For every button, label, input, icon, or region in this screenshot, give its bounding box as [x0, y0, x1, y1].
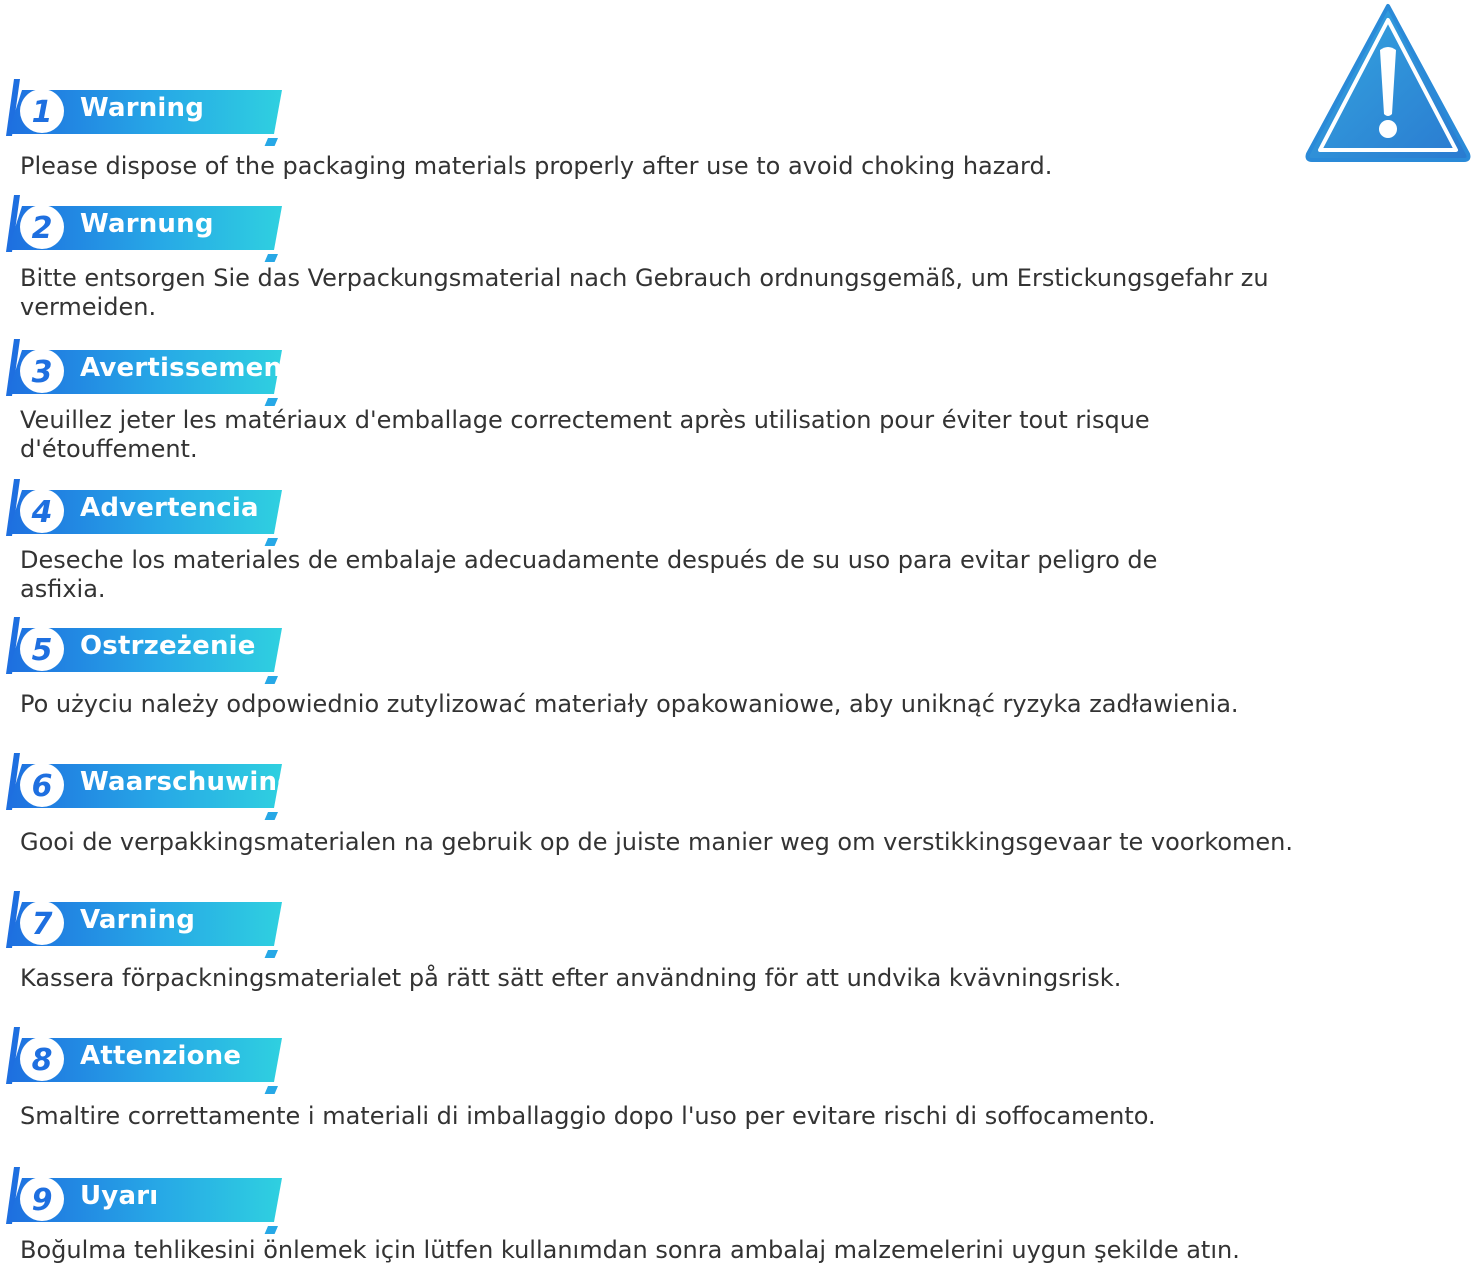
section-number: 8 — [31, 1043, 53, 1078]
warning-triangle-icon — [1304, 2, 1472, 164]
section-banner — [0, 76, 285, 146]
section-number: 9 — [31, 1183, 53, 1218]
section-text-line: Deseche los materiales de embalaje adecuadamente después de su uso para evitar peligro de — [20, 546, 1158, 574]
section-title: Warning — [80, 93, 205, 123]
section-text-line: Boğulma tehlikesini önlemek için lütfen kullanımdan sonra ambalaj malzemelerini uygun şekilde atın. — [20, 1236, 1240, 1264]
section-text-line: vermeiden. — [20, 293, 157, 321]
section-title: Avertissement — [80, 353, 295, 383]
section-number: 5 — [31, 633, 53, 668]
section-banner — [0, 888, 285, 958]
section-text-line: Po użyciu należy odpowiednio zutylizować materiały opakowaniowe, aby uniknąć ryzyka zadławienia. — [20, 690, 1239, 718]
section-number: 3 — [31, 355, 53, 390]
section-title: Ostrzeżenie — [80, 631, 256, 661]
section-banner — [0, 192, 285, 262]
section-banner — [0, 614, 285, 684]
section-banner — [0, 750, 297, 820]
section-text-line: asfixia. — [20, 575, 106, 603]
section-text-line: Gooi de verpakkingsmaterialen na gebruik op de juiste manier weg om verstikkingsgevaar te voorkomen. — [20, 828, 1294, 856]
section-number: 6 — [31, 769, 53, 804]
section-number: 2 — [31, 211, 53, 246]
section-text-line: Smaltire correttamente i materiali di imballaggio dopo l'uso per evitare rischi di soffocamento. — [20, 1102, 1156, 1130]
section-banner — [0, 1164, 285, 1234]
section-banner — [0, 336, 295, 406]
section-banner — [0, 1024, 285, 1094]
section-title: Advertencia — [80, 493, 259, 523]
section-text-line: d'étouffement. — [20, 435, 198, 463]
section-number: 1 — [31, 95, 53, 130]
section-title: Uyarı — [80, 1181, 159, 1211]
section-banner — [0, 476, 285, 546]
section-text-line: Bitte entsorgen Sie das Verpackungsmaterial nach Gebrauch ordnungsgemäß, um Erstickungsgefahr zu — [20, 264, 1269, 292]
section-text-line: Please dispose of the packaging materials properly after use to avoid choking hazard. — [20, 152, 1053, 180]
section-number: 7 — [31, 907, 53, 942]
section-text-line: Veuillez jeter les matériaux d'emballage correctement après utilisation pour éviter tout risque — [20, 406, 1150, 434]
section-title: Waarschuwing — [80, 767, 297, 797]
section-text-line: Kassera förpackningsmaterialet på rätt sätt efter användning för att undvika kvävningsrisk. — [20, 964, 1122, 992]
section-title: Varning — [80, 905, 196, 935]
section-number: 4 — [31, 495, 53, 530]
section-title: Attenzione — [80, 1041, 242, 1071]
section-title: Warnung — [80, 209, 214, 239]
